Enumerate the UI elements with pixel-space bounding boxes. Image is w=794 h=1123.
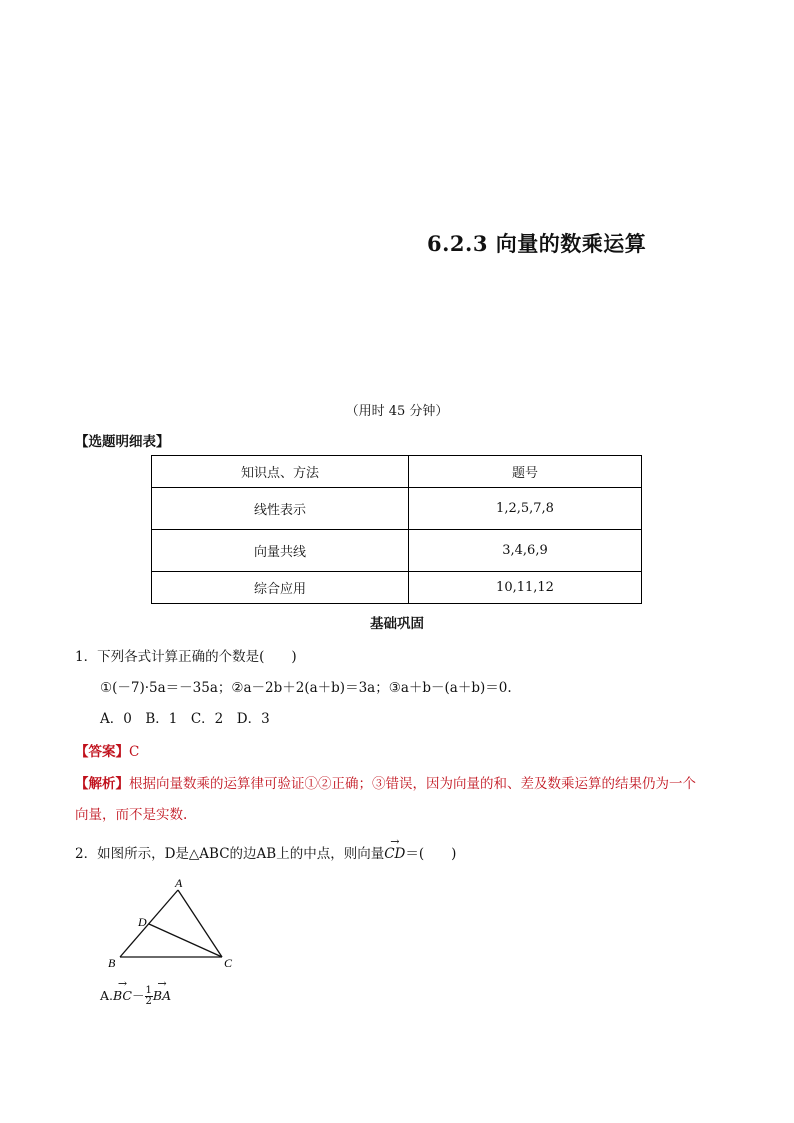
vertex-label-a: A [175, 876, 183, 890]
table-row [152, 572, 642, 604]
table-cell-topic: 线性表示 [152, 488, 409, 530]
analysis-text-2: 向量，而不是实数. [75, 807, 188, 823]
q1-answer-line [75, 740, 139, 760]
duration-note: （用时 45 分钟） [345, 404, 449, 419]
q2-stem-pre: 2．如图所示，D是△ABC的边AB上的中点，则向量 [75, 846, 385, 862]
analysis-label: 【解析】 [75, 776, 129, 792]
q1-analysis-line [75, 772, 696, 792]
q2-stem [75, 842, 456, 862]
table-row [152, 488, 642, 530]
vertex-label-c: C [224, 956, 233, 970]
table-cell-numbers: 3,4,6,9 [409, 530, 642, 572]
q1-options: A．0 B．1 C．2 D．3 [100, 711, 270, 727]
option-a-minus: － [132, 988, 145, 1003]
q1-formula: ①(－7)·5a＝－35a；②a－2b＋2(a＋b)＝3a；③a＋b－(a＋b)＝0. [100, 680, 512, 696]
vector-bc: → BC [113, 988, 132, 1003]
option-a-prefix: A. [100, 988, 114, 1003]
table-header-row [152, 456, 642, 488]
section-label: 【选题明细表】 [75, 434, 170, 450]
table-cell-topic: 向量共线 [152, 530, 409, 572]
sub-heading: 基础巩固 [370, 616, 424, 632]
table-header-numbers: 题号 [409, 456, 642, 488]
table-row [152, 530, 642, 572]
q2-option-a[interactable] [100, 986, 171, 1007]
table-cell-topic: 综合应用 [152, 572, 409, 604]
vertex-label-b: B [108, 956, 116, 970]
fraction-numerator: 1 [145, 985, 152, 996]
triangle-figure [100, 870, 245, 975]
table-header-topic: 知识点、方法 [152, 456, 409, 488]
vertex-label-d: D [138, 915, 147, 929]
table-cell-numbers: 10,11,12 [409, 572, 642, 604]
side-ab [120, 890, 178, 957]
vector-cd: → CD [384, 846, 405, 862]
vector-ba: → BA [153, 988, 171, 1003]
analysis-text-1: 根据向量数乘的运算律可验证①②正确；③错误，因为向量的和、差及数乘运算的结果仍为一个 [129, 776, 696, 792]
q2-stem-post: ＝( ) [405, 846, 457, 862]
q1-stem: 1．下列各式计算正确的个数是( ) [75, 649, 297, 665]
fraction-one-half [145, 986, 153, 1007]
topic-table [151, 455, 642, 604]
fraction-denominator: 2 [145, 996, 152, 1007]
answer-label: 【答案】 [75, 744, 129, 760]
table-cell-numbers: 1,2,5,7,8 [409, 488, 642, 530]
answer-value: C [129, 744, 140, 760]
page-title: 6.2.3 向量的数乘运算 [427, 231, 647, 256]
